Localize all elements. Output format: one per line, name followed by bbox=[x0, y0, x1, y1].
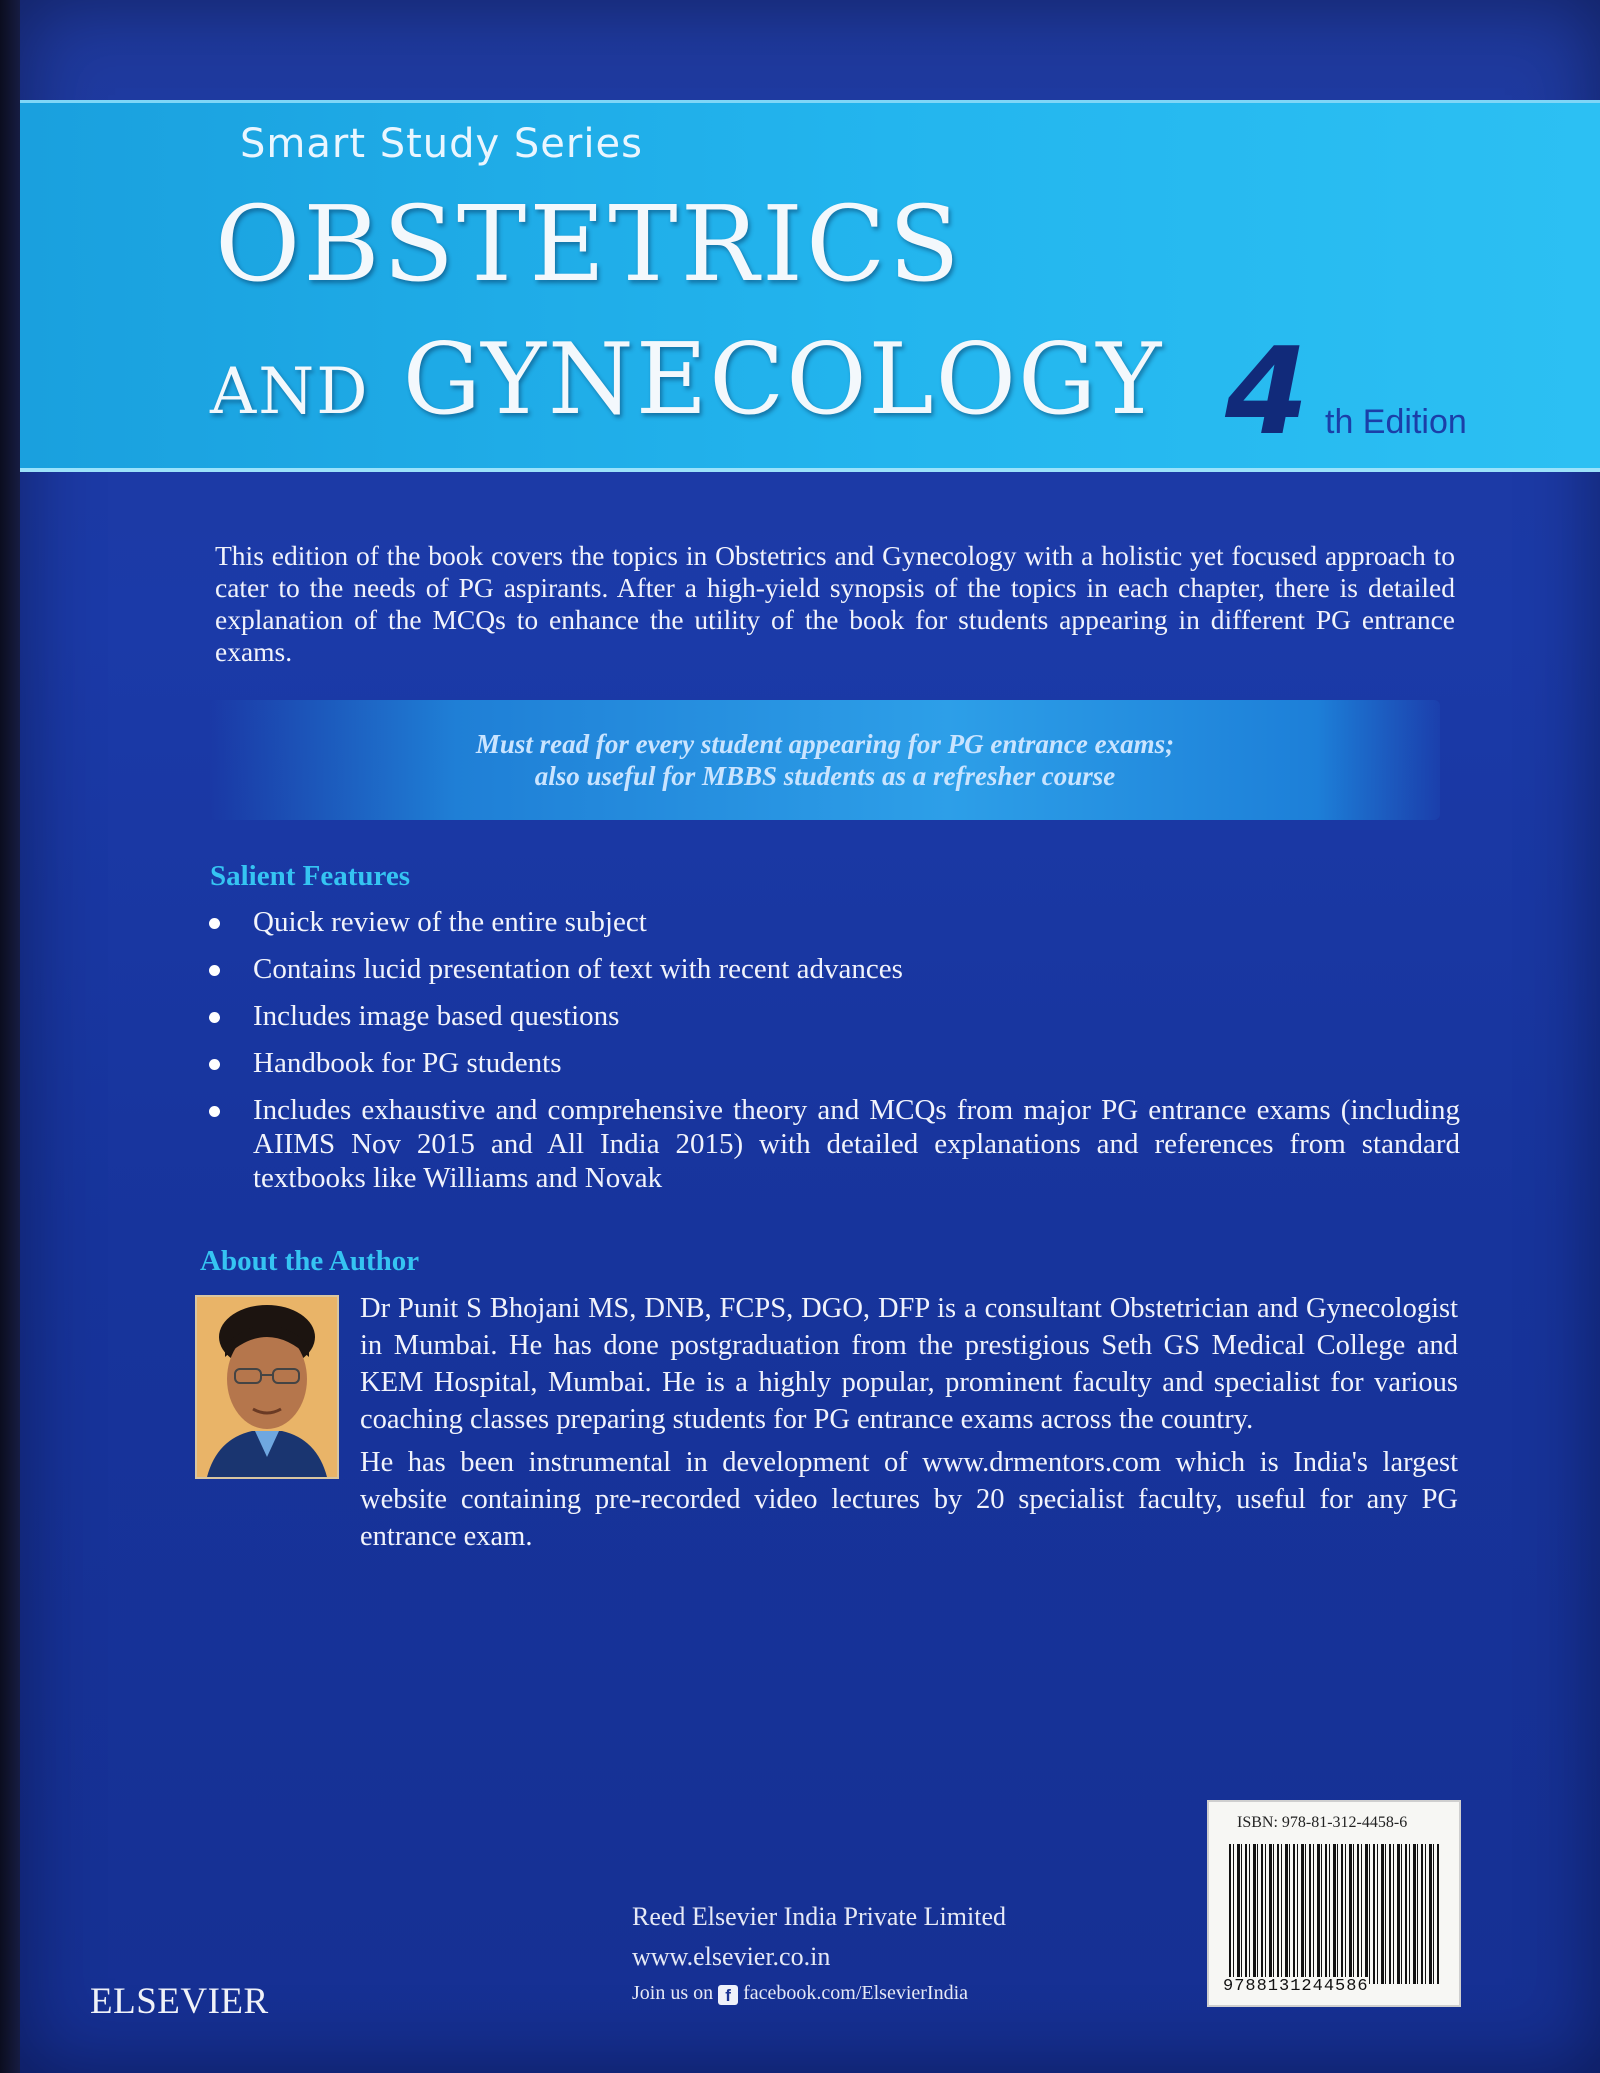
facebook-icon: f bbox=[718, 1985, 738, 2005]
book-back-cover bbox=[20, 0, 1600, 2073]
title-banner bbox=[20, 100, 1600, 472]
publisher-logo: ELSEVIER bbox=[90, 1981, 269, 2022]
edition-number: 4 bbox=[1225, 323, 1309, 462]
publisher-info bbox=[632, 1902, 1006, 2015]
author-bio-paragraph-1: Dr Punit S Bhojani MS, DNB, FCPS, DGO, DFP is a consultant Obstetrician and Gynecologist in Mumbai. He has done postgraduation from the prestigious Seth GS Medical College and KEM Hospital, Mumbai. He is a highly popular, prominent faculty and specialist for various coaching classes preparing students for PG entrance exams across the country. bbox=[360, 1293, 1458, 1435]
features-heading: Salient Features bbox=[210, 860, 411, 892]
title-gynecology: GYNECOLOGY bbox=[402, 323, 1164, 437]
edition-text: th Edition bbox=[1325, 403, 1467, 441]
barcode-icon bbox=[1229, 1844, 1441, 1984]
feature-item: Includes image based questions bbox=[205, 999, 1460, 1033]
barcode-number: 9788131244586 bbox=[1223, 1977, 1369, 1996]
publisher-website: www.elsevier.co.in bbox=[632, 1942, 831, 1971]
series-name: Smart Study Series bbox=[240, 121, 643, 167]
title-and: AND bbox=[210, 355, 370, 429]
features-list bbox=[205, 905, 1460, 1208]
facebook-url: facebook.com/ElsevierIndia bbox=[743, 1982, 969, 2004]
title-line-2 bbox=[210, 323, 1163, 437]
social-line bbox=[632, 1982, 1006, 2005]
author-portrait-icon bbox=[197, 1297, 337, 1477]
tagline-banner bbox=[210, 700, 1440, 820]
join-prefix: Join us on bbox=[632, 1982, 714, 2004]
feature-item: Contains lucid presentation of text with recent advances bbox=[205, 952, 1460, 986]
edition-badge bbox=[1225, 323, 1467, 462]
publisher-name: Reed Elsevier India Private Limited bbox=[632, 1902, 1006, 1931]
feature-item: Quick review of the entire subject bbox=[205, 905, 1460, 939]
isbn-barcode-box bbox=[1207, 1800, 1461, 2007]
author-bio bbox=[360, 1290, 1458, 1561]
author-bio-paragraph-2: He has been instrumental in development of www.drmentors.com which is India's largest website containing pre-recorded video lectures by 20 specialist faculty, useful for any PG entrance exam. bbox=[360, 1447, 1458, 1552]
author-heading: About the Author bbox=[200, 1245, 420, 1277]
title-line-1: OBSTETRICS bbox=[215, 183, 963, 305]
tagline-line-1: Must read for every student appearing for PG entrance exams; bbox=[475, 729, 1175, 759]
author-photo bbox=[195, 1295, 339, 1479]
intro-paragraph: This edition of the book covers the topics in Obstetrics and Gynecology with a holistic yet focused approach to cater to the needs of PG aspirants. After a high-yield synopsis of the topics in each chapter, there is detailed explanation of the MCQs to enhance the utility of the book for students appearing in different PG entrance exams. bbox=[215, 540, 1455, 667]
feature-item: Handbook for PG students bbox=[205, 1046, 1460, 1080]
feature-item: Includes exhaustive and comprehensive theory and MCQs from major PG entrance exams (including AIIMS Nov 2015 and All India 2015) with detailed explanations and references from standard textbooks like Williams and Novak bbox=[205, 1093, 1460, 1195]
tagline-line-2: also useful for MBBS students as a refresher course bbox=[534, 761, 1116, 791]
isbn-label: ISBN: 978-81-312-4458-6 bbox=[1237, 1814, 1408, 1831]
